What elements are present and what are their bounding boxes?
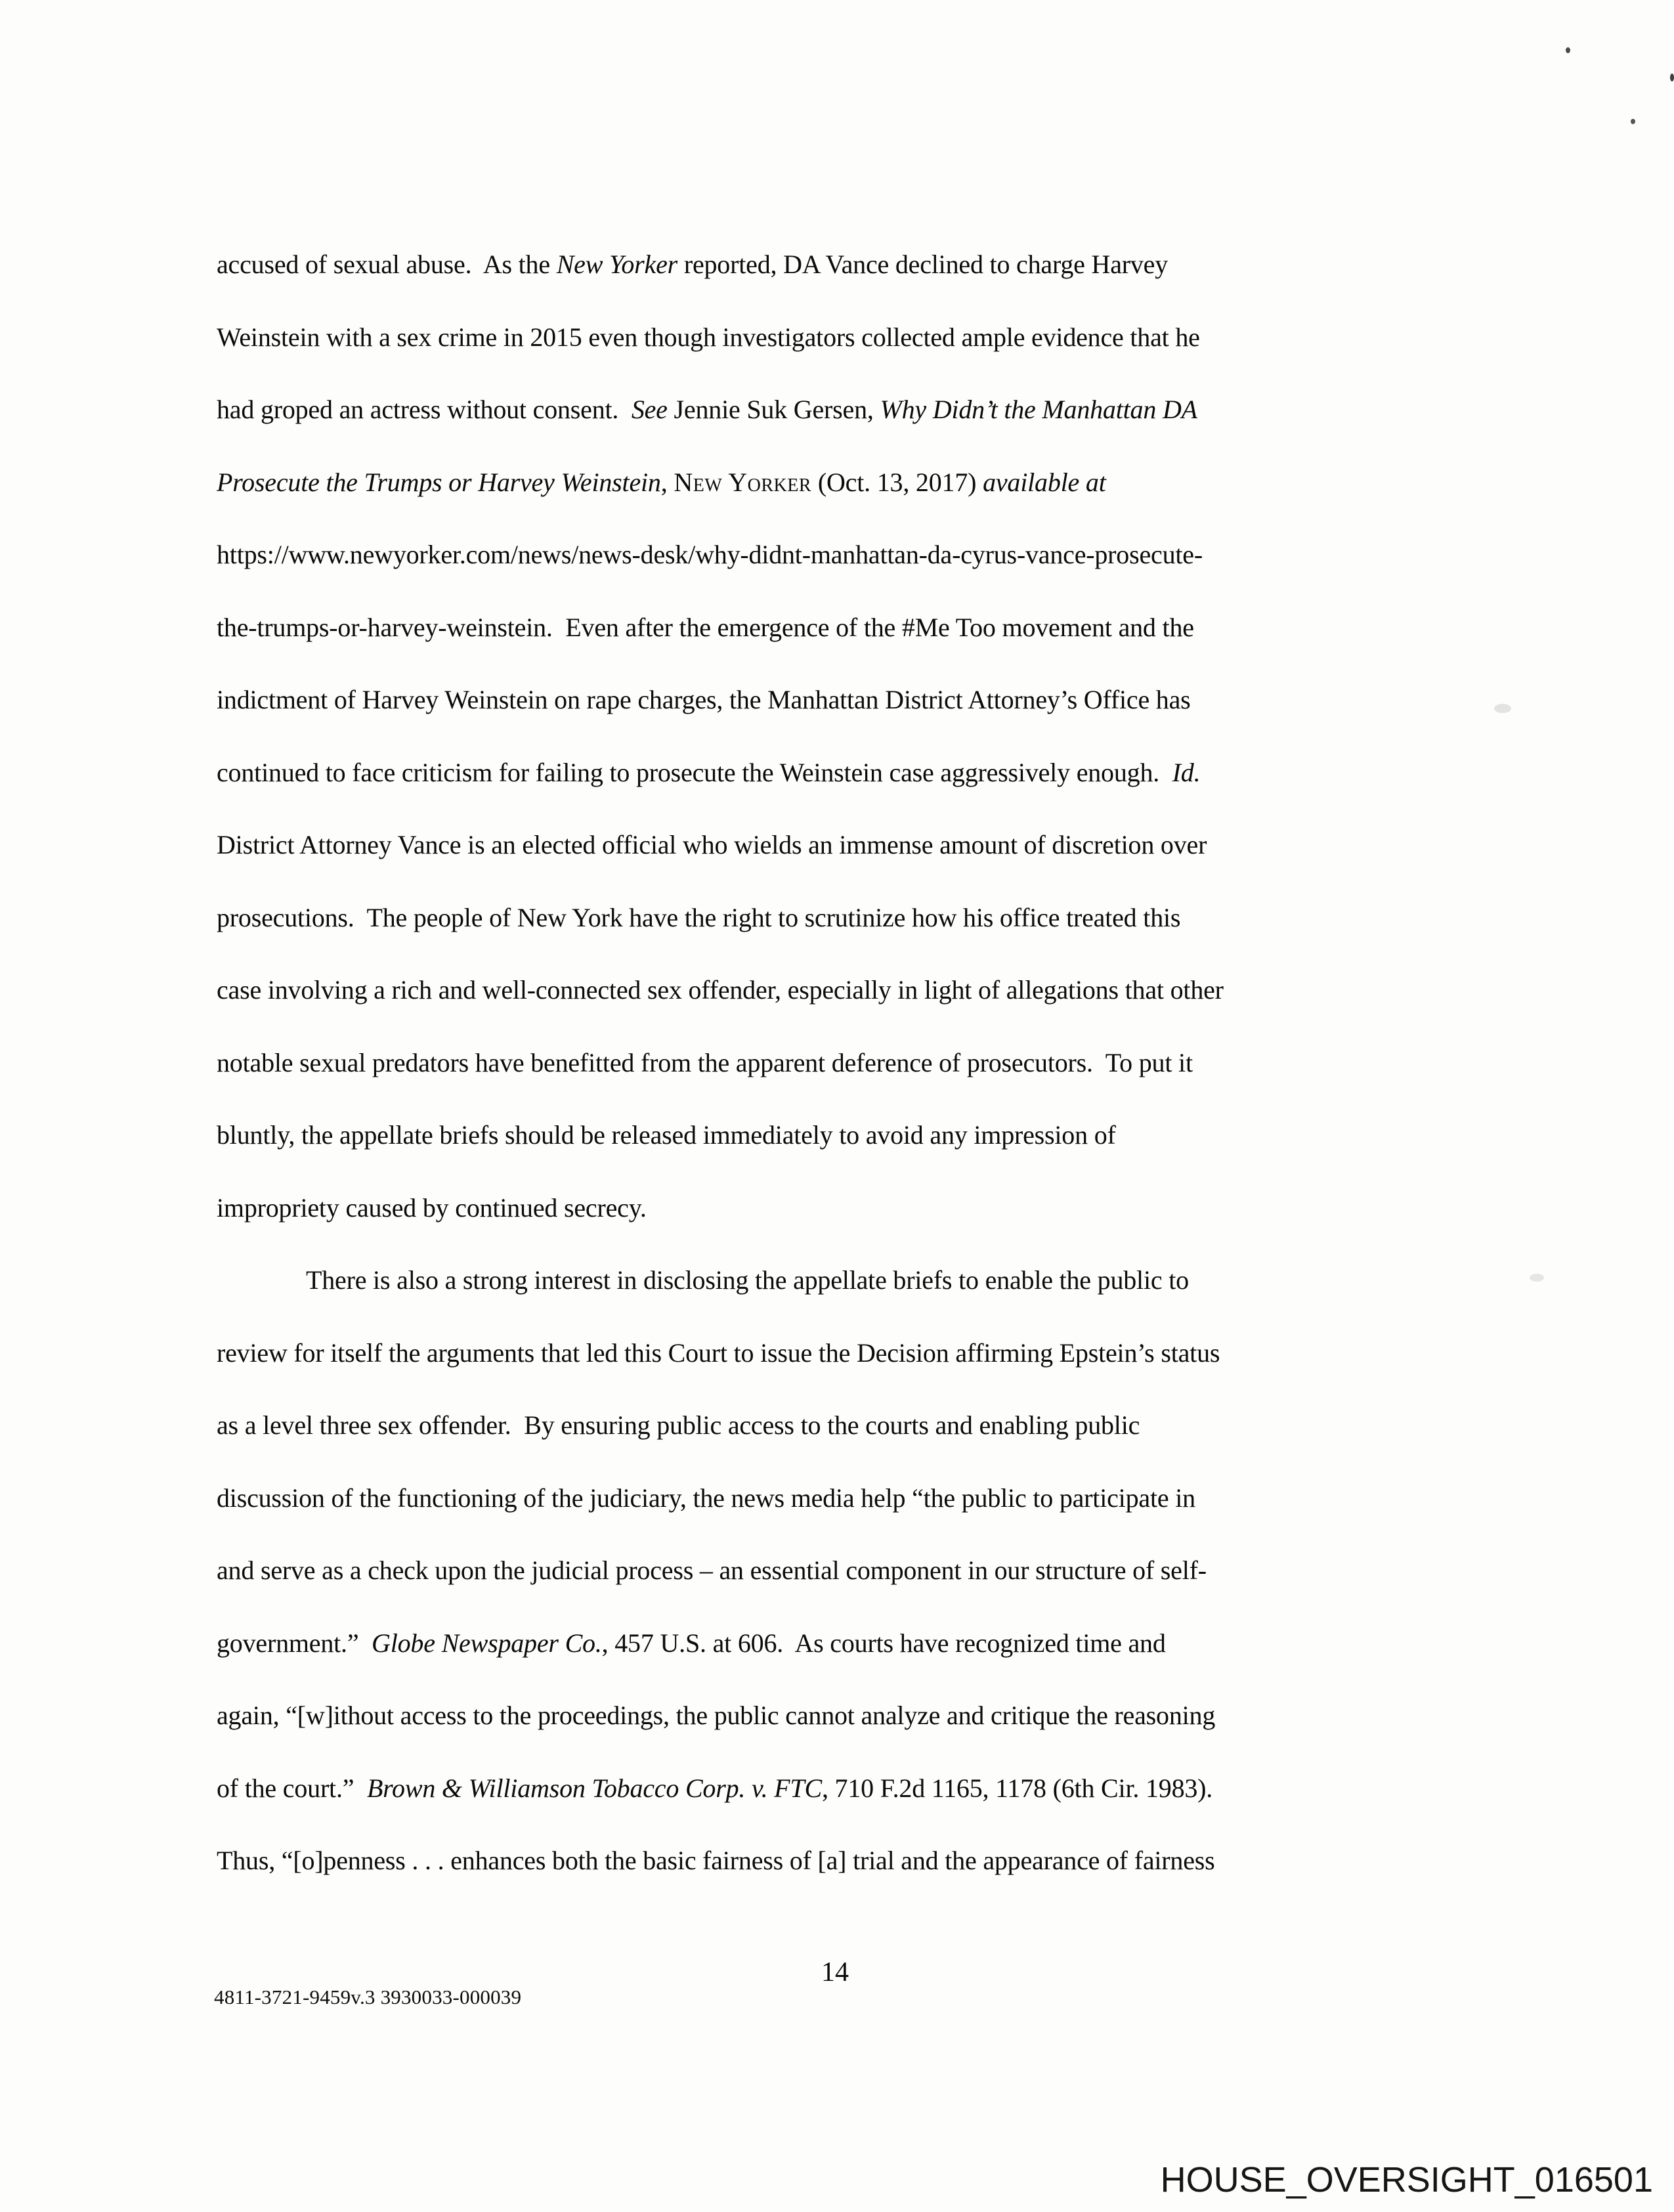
text-run: (Oct. 13, 2017) [811, 467, 983, 497]
text-run: impropriety caused by continued secrecy. [217, 1192, 647, 1223]
text-line [217, 1389, 1464, 1462]
text-line [217, 1680, 1464, 1752]
text-line [217, 592, 1464, 664]
text-run: , 710 F.2d 1165, 1178 (6th Cir. 1983). [821, 1773, 1213, 1803]
scan-speckle [1631, 119, 1635, 124]
text-run: See [631, 395, 668, 424]
text-line [217, 1027, 1464, 1100]
text-run: reported, DA Vance declined to charge Harvey [677, 249, 1169, 279]
document-control-number: 4811-3721-9459v.3 3930033-000039 [214, 1985, 522, 2008]
text-run: Thus, “[o]penness . . . enhances both the basic fairness of [a] trial and the appearance of fairness [217, 1846, 1215, 1875]
text-run: continued to face criticism for failing to prosecute the Weinstein case aggressively enough. [217, 757, 1172, 787]
text-run: , [660, 467, 674, 497]
text-run: as a level three sex offender. By ensuring public access to the courts and enabling public [217, 1410, 1140, 1440]
text-line [217, 809, 1464, 882]
text-line [217, 882, 1464, 955]
text-run: available at [983, 467, 1106, 497]
text-run: New Yorker [556, 249, 678, 279]
text-line [217, 1099, 1464, 1172]
text-run: Jennie Suk Gersen, [667, 395, 880, 424]
scan-speckle [1530, 1274, 1544, 1282]
document-body [217, 228, 1464, 1898]
text-run: Id. [1172, 757, 1201, 787]
text-run: Brown & Williamson Tobacco Corp. v. FTC [366, 1773, 822, 1803]
bates-stamp: HOUSE_OVERSIGHT_016501 [1160, 2160, 1653, 2200]
text-run: indictment of Harvey Weinstein on rape charges, the Manhattan District Attorney’s Office has [217, 685, 1191, 714]
scan-speckle [1566, 47, 1570, 53]
text-run: Why Didn’t the Manhattan DA [880, 395, 1197, 424]
text-line [217, 1607, 1464, 1680]
text-run: Weinstein with a sex crime in 2015 even though investigators collected ample evidence that he [217, 322, 1200, 352]
text-run: accused of sexual abuse. As the [217, 249, 557, 279]
text-line [217, 301, 1464, 374]
text-line [217, 1462, 1464, 1535]
text-line [217, 228, 1464, 301]
text-run: , 457 U.S. at 606. As courts have recognized time and [601, 1628, 1166, 1658]
page-number: 14 [821, 1957, 849, 1987]
text-run: the-trumps-or-harvey-weinstein. Even after the emergence of the #Me Too movement and the [217, 612, 1194, 642]
scan-speckle [1494, 704, 1511, 713]
text-line [217, 664, 1464, 737]
text-run: and serve as a check upon the judicial process – an essential component in our structure of self- [217, 1555, 1207, 1585]
text-run: Prosecute the Trumps or Harvey Weinstein [217, 467, 661, 497]
text-run: had groped an actress without consent. [217, 395, 632, 424]
text-run: discussion of the functioning of the judiciary, the news media help “the public to participate in [217, 1483, 1195, 1513]
scan-speckle [1670, 74, 1674, 81]
text-run: notable sexual predators have benefitted from the apparent deference of prosecutors. To put it [217, 1047, 1193, 1077]
text-run: bluntly, the appellate briefs should be released immediately to avoid any impression of [217, 1120, 1116, 1150]
text-line [217, 1534, 1464, 1607]
text-line [217, 519, 1464, 592]
text-run: of the court.” [217, 1773, 367, 1803]
text-run: government.” [217, 1628, 372, 1658]
text-line [217, 446, 1464, 519]
text-line [217, 1752, 1464, 1825]
text-run: There is also a strong interest in disclosing the appellate briefs to enable the public to [306, 1265, 1189, 1295]
text-line [217, 954, 1464, 1027]
text-run: District Attorney Vance is an elected official who wields an immense amount of discretion over [217, 830, 1207, 859]
text-line [217, 374, 1464, 446]
text-line [217, 737, 1464, 810]
text-run: again, “[w]ithout access to the proceedings, the public cannot analyze and critique the reasoning [217, 1701, 1216, 1730]
text-run: case involving a rich and well-connected sex offender, especially in light of allegations that other [217, 975, 1224, 1005]
text-line [217, 1244, 1464, 1317]
text-run: prosecutions. The people of New York have the right to scrutinize how his office treated this [217, 902, 1181, 932]
text-line [217, 1825, 1464, 1898]
text-line [217, 1317, 1464, 1390]
text-run: Globe Newspaper Co. [372, 1628, 602, 1658]
text-run: review for itself the arguments that led this Court to issue the Decision affirming Epstein’s status [217, 1337, 1220, 1368]
text-line [217, 1172, 1464, 1245]
text-run: https://www.newyorker.com/news/news-desk/why-didnt-manhattan-da-cyrus-vance-prosecute- [217, 540, 1203, 569]
text-run: New Yorker [674, 467, 812, 497]
